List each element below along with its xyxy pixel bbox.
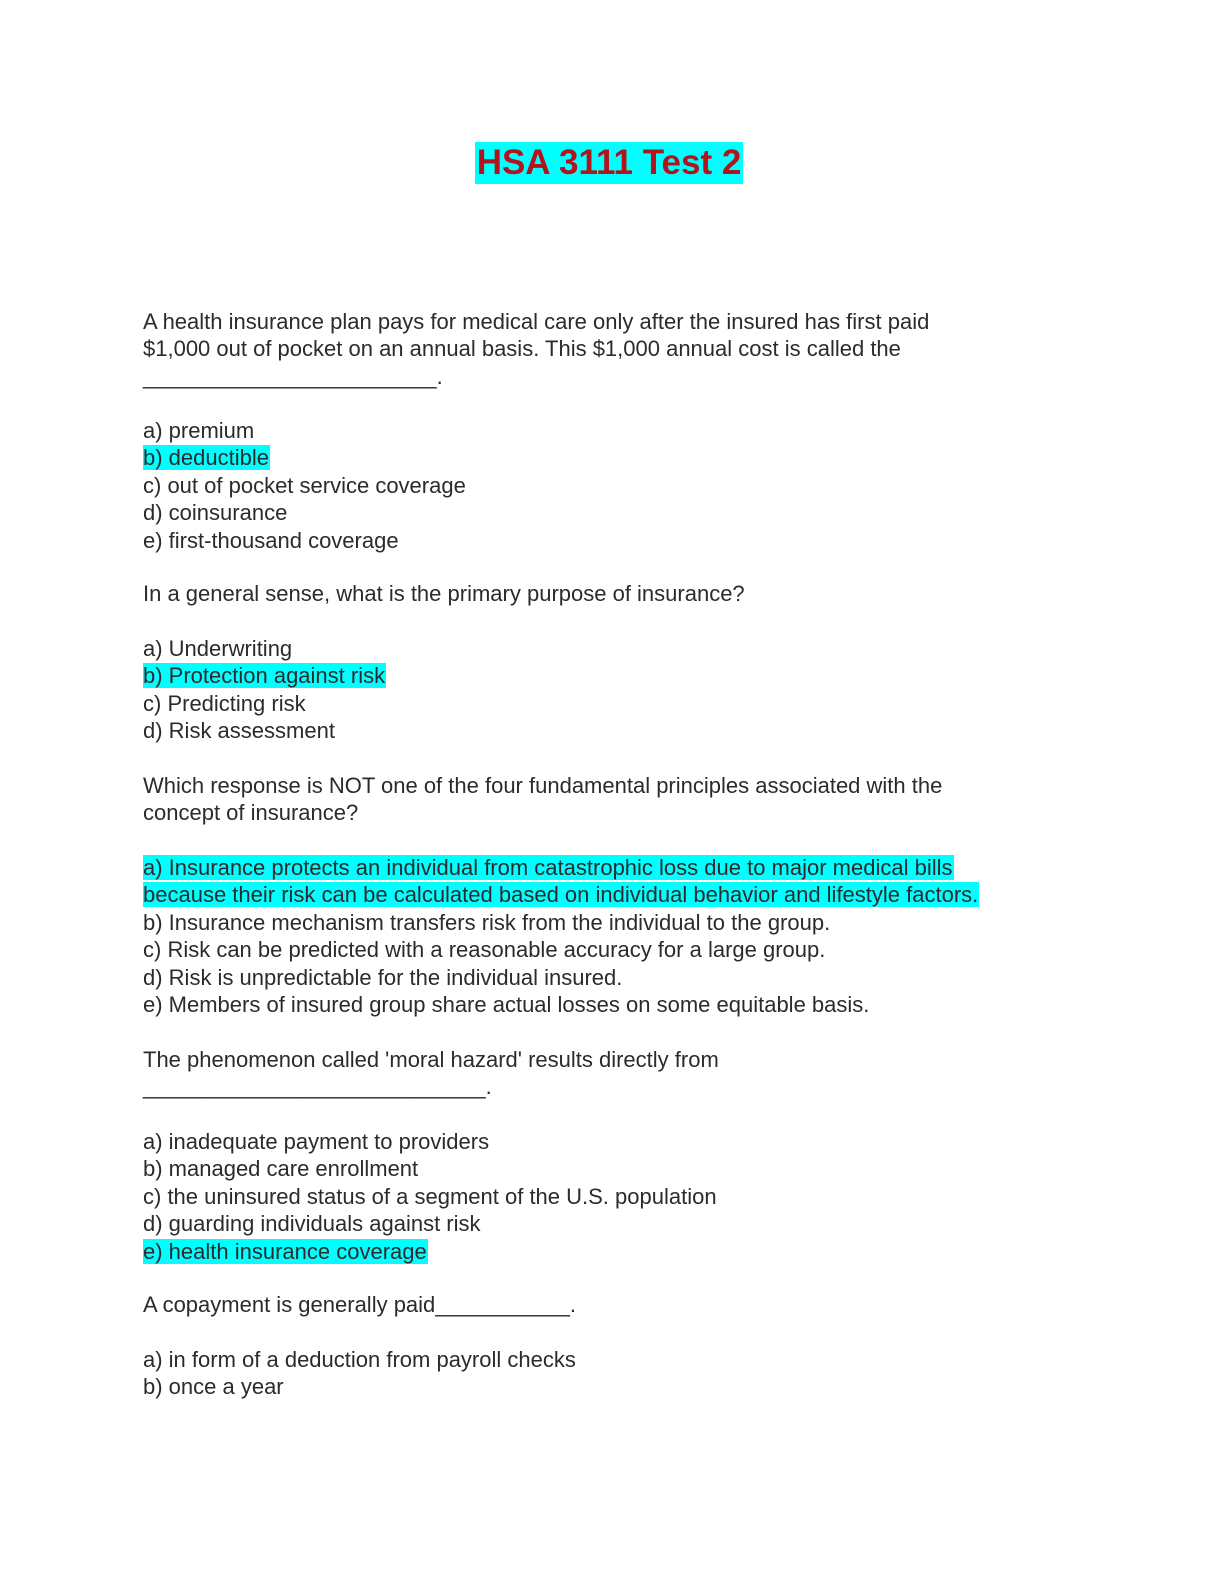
question-5-stem bbox=[143, 1291, 576, 1318]
stem-line: ________________________. bbox=[143, 363, 443, 389]
option: a) premium bbox=[143, 418, 255, 443]
option: c) out of pocket service coverage bbox=[143, 472, 466, 498]
option: e) Members of insured group share actual losses on some equitable basis. bbox=[143, 991, 870, 1017]
question-3-stem bbox=[143, 772, 942, 827]
option: a) in form of a deduction from payroll checks bbox=[143, 1347, 576, 1372]
stem-line: In a general sense, what is the primary purpose of insurance? bbox=[143, 581, 745, 606]
answer-highlight: b) deductible bbox=[143, 445, 269, 471]
question-5-options bbox=[143, 1346, 576, 1401]
stem-line: Which response is NOT one of the four fundamental principles associated with the bbox=[143, 773, 943, 798]
option: a) inadequate payment to providers bbox=[143, 1129, 490, 1154]
question-2-options bbox=[143, 635, 386, 745]
question-4-options bbox=[143, 1128, 717, 1265]
option: d) coinsurance bbox=[143, 500, 288, 526]
option: c) Risk can be predicted with a reasonable accuracy for a large group. bbox=[143, 937, 826, 963]
option: b) once a year bbox=[143, 1374, 284, 1400]
question-4-stem bbox=[143, 1046, 719, 1101]
page-title: HSA 3111 Test 2 bbox=[476, 143, 742, 182]
option: c) the uninsured status of a segment of the U.S. population bbox=[143, 1183, 717, 1209]
stem-line: A copayment is generally paid___________. bbox=[143, 1292, 576, 1317]
stem-line: ____________________________. bbox=[143, 1074, 492, 1100]
stem-line: The phenomenon called 'moral hazard' results directly from bbox=[143, 1047, 719, 1072]
answer-highlight: e) health insurance coverage bbox=[143, 1238, 427, 1264]
option-correct bbox=[143, 662, 386, 689]
title-wrapper bbox=[0, 142, 1224, 184]
answer-highlight: because their risk can be calculated based on individual behavior and lifestyle factors. bbox=[143, 882, 979, 908]
option-correct bbox=[143, 444, 466, 471]
option: b) Insurance mechanism transfers risk from the individual to the group. bbox=[143, 909, 831, 935]
option: d) Risk assessment bbox=[143, 718, 335, 744]
question-1-options bbox=[143, 417, 466, 554]
question-2-stem bbox=[143, 580, 745, 607]
option: b) managed care enrollment bbox=[143, 1156, 419, 1182]
question-1-stem bbox=[143, 308, 929, 390]
option-correct bbox=[143, 854, 979, 881]
stem-line: $1,000 out of pocket on an annual basis. This $1,000 annual cost is called the bbox=[143, 336, 901, 362]
option-correct bbox=[143, 1238, 717, 1265]
option: d) Risk is unpredictable for the individual insured. bbox=[143, 964, 623, 990]
option-correct bbox=[143, 881, 979, 908]
option: a) Underwriting bbox=[143, 636, 293, 661]
option: d) guarding individuals against risk bbox=[143, 1211, 481, 1237]
option: c) Predicting risk bbox=[143, 690, 306, 716]
option: e) first-thousand coverage bbox=[143, 527, 399, 553]
stem-line: A health insurance plan pays for medical care only after the insured has first paid bbox=[143, 309, 930, 334]
answer-highlight: b) Protection against risk bbox=[143, 663, 386, 689]
question-3-options bbox=[143, 854, 979, 1018]
answer-highlight: a) Insurance protects an individual from catastrophic loss due to major medical bills bbox=[143, 855, 953, 880]
stem-line: concept of insurance? bbox=[143, 800, 359, 826]
